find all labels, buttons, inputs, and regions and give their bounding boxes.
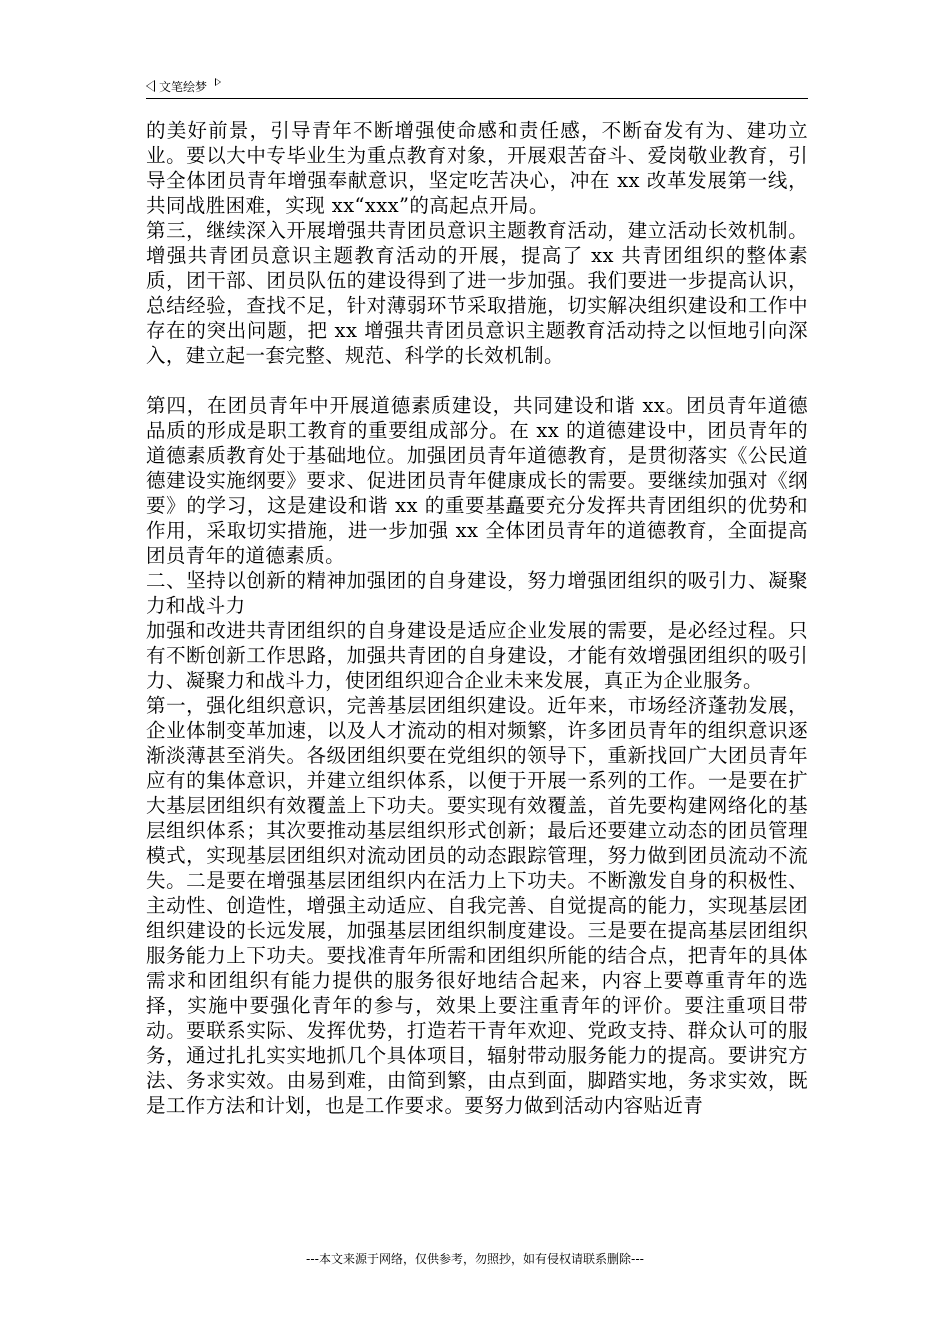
page-header	[146, 74, 808, 98]
paragraph: 第四，在团员青年中开展道德素质建设，共同建设和谐 xx。团员青年道德品质的形成是职工教育的重要组成部分。在 xx 的道德建设中，团员青年的道德素质教育处于基础地位。加强团员青年道德教育，是贯彻落实《公民道德建设实施纲要》要求、促进团员青年健康成长的需要。要继续加强对《纲要》的学习，这是建设和谐 xx 的重要基矗要充分发挥共青团组织的优势和作用，采取切实措施，进一步加强 xx 全体团员青年的道德教育，全面提高团员青年的道德素质。	[146, 394, 808, 567]
paragraph: 第一，强化组织意识，完善基层团组织建设。近年来，市场经济蓬勃发展，企业体制变革加速，以及人才流动的相对频繁，许多团员青年的组织意识逐渐淡薄甚至消失。各级团组织要在党组织的领导下，重新找回广大团员青年应有的集体意识，并建立组织体系，以便于开展一系列的工作。一是要在扩大基层团组织有效覆盖上下功夫。要实现有效覆盖，首先要构建网络化的基层组织体系；其次要推动基层组织形式创新；最后还要建立动态的团员管理模式，实现基层团组织对流动团员的动态跟踪管理，努力做到团员流动不流失。二是要在增强基层团组织内在活力上下功夫。不断激发自身的积极性、主动性、创造性，增强主动适应、自我完善、自觉提高的能力，实现基层团组织建设的长远发展，加强基层团组织制度建设。三是要在提高基层团组织服务能力上下功夫。要找准青年所需和团组织所能的结合点，把青年的具体需求和团组织有能力提供的服务很好地结合起来，内容上要尊重青年的选择，实施中要强化青年的参与，效果上要注重青年的评价。要注重项目带动。要联系实际、发挥优势，打造若干青年欢迎、党政支持、群众认可的服务，通过扎扎实实地抓几个具体项目，辐射带动服务能力的提高。要讲究方法、务求实效。由易到难，由简到繁，由点到面，脚踏实地，务求实效，既是工作方法和计划，也是工作要求。要努力做到活动内容贴近青	[146, 694, 808, 1117]
paragraph: 的美好前景，引导青年不断增强使命感和责任感，不断奋发有为、建功立业。要以大中专毕业生为重点教育对象，开展艰苦奋斗、爱岗敬业教育，引导全体团员青年增强奉献意识，坚定吃苦决心，冲在 xx 改革发展第一线，共同战胜困难，实现 xx“xxx”的高起点开局。	[146, 119, 808, 217]
section-heading: 二、坚持以创新的精神加强团的自身建设，努力增强团组织的吸引力、凝聚力和战斗力	[146, 569, 808, 617]
footer-disclaimer: ---本文来源于网络，仅供参考，勿照抄，如有侵权请联系删除---	[306, 1252, 644, 1266]
triangle-right-icon	[215, 78, 221, 86]
header-title: 文笔绘梦	[159, 79, 208, 94]
triangle-left-icon	[146, 80, 155, 92]
paragraph: 加强和改进共青团组织的自身建设是适应企业发展的需要，是必经过程。只有不断创新工作思路，加强共青团的自身建设，才能有效增强团组织的吸引力、凝聚力和战斗力，使团组织迎合企业未来发展，真正为企业服务。	[146, 619, 808, 692]
header-divider	[146, 98, 808, 99]
document-body	[146, 118, 808, 1118]
paragraph: 第三，继续深入开展增强共青团员意识主题教育活动，建立活动长效机制。增强共青团员意识主题教育活动的开展，提高了 xx 共青团组织的整体素质，团干部、团员队伍的建设得到了进一步加强。我们要进一步提高认识，总结经验，查找不足，针对薄弱环节采取措施，切实解决组织建设和工作中存在的突出问题，把 xx 增强共青团员意识主题教育活动持之以恒地引向深入，建立起一套完整、规范、科学的长效机制。	[146, 219, 808, 367]
